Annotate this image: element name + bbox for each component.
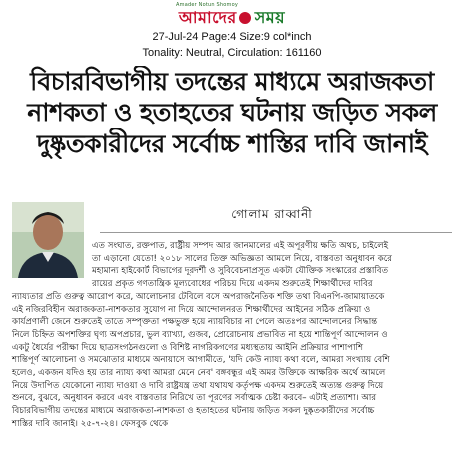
logo-word-1: আমাদের	[178, 7, 237, 27]
clipping-tonality-circulation: Tonality: Neutral, Circulation: 161160	[142, 47, 322, 59]
headline-line-1: বিচারবিভাগীয় তদন্তের মাধ্যমে অরাজকতা	[30, 67, 434, 96]
logo-word-2: সময়	[254, 7, 286, 27]
headline-line-2: নাশকতা ও হতাহতের ঘটনায় জড়িত সকল	[27, 98, 437, 127]
body-line: নিলে চিহ্নিত অপশক্তির ঘৃণ্য অপপ্রচার, ভুল ব্যাখ্যা, গুজব, প্রোরোচনায় প্রভাবিত না হয়ে শান্তিপূর্ণ আন্দোলন ও	[12, 329, 388, 340]
author-byline	[0, 206, 464, 226]
body-line: এত সংঘাত, রক্তপাত, রাষ্ট্রীয় সম্পদ আর জানমালের এই অপূরণীয় ক্ষতি অথচ, চাইলেই	[92, 241, 389, 251]
body-line: তা এড়ানো যেতো! ২০১৮ সালের তিক্ত অভিজ্ঞতা আমলে নিয়ে, বাস্তবতা অনুধাবন করে	[92, 253, 392, 264]
body-line: এই নজিরবিহীন অরাজকতা-নাশকতার সুযোগ না দিয়ে আন্দোলনরত শিক্ষার্থীদের আইনের সঠিক প্রক্রিয়া ও	[12, 304, 371, 315]
body-line: রায়ের প্রকৃত গণতান্ত্রিক মূল্যবোধের পরিচয় দিয়ে একদম শুরুতেই শিক্ষার্থীদের দাবির	[92, 279, 373, 290]
author-name: গোলাম রাব্বানী	[231, 207, 313, 221]
body-line: শান্তিপূর্ণ আলোচনা ও সমঝোতার মাধ্যমে অনায়াসে আগামীতে, 'যদি কেউ ন্যায্য কথা বলে, আমরা সংখ্যায় বেশি	[12, 355, 390, 366]
body-line: কার্যপ্রণালী জেনে শুরুতেই তাতে সম্পৃক্ততা পক্ষভুক্ত হয়ে ন্যায়বিচার না পেলে অতঃপর আন্দোলনের সিদ্ধান্ত	[12, 317, 378, 328]
body-line: বিচারবিভাগীয় তদন্তের মাধ্যমে অরাজকতা-নাশকতা ও হতাহতের ঘটনায় জড়িত সকল দুষ্কৃতকারীদের সর্বোচ্চ	[12, 406, 375, 417]
masthead-tagline: Amader Notun Shomoy	[176, 2, 239, 8]
body-line: নিয়ে উদাপিত যেকোনো ন্যায্য দাওয়া ও দাবি রাষ্ট্রযন্ত্র তথা যথাযথ কর্তৃপক্ষ একদম শুরুতেই অত্যন্ত গুরুত্ব দিয়ে	[12, 380, 384, 391]
article-headline	[12, 66, 452, 159]
newspaper-logo	[167, 8, 297, 28]
article-body	[12, 240, 454, 431]
byline-divider	[100, 232, 452, 233]
clipping-date-page-size: 27-Jul-24 Page:4 Size:9 col*inch	[152, 31, 312, 43]
body-line: ন্যায্যতার প্রতি গুরুত্ব আরোপ করে, আলোচনার টেবিলে বসে অপরাজনৈতিক শক্তি তথা বিএনপি-জামায়াতকে	[12, 291, 385, 302]
headline-line-3: দুষ্কৃতকারীদের সর্বোচ্চ শাস্তির দাবি জানাই	[37, 129, 427, 158]
body-line: শাস্তির দাবি জানাই। ২৫-৭-২৪। ফেসবুক থেকে	[12, 418, 169, 429]
newspaper-masthead	[0, 2, 464, 30]
body-line: একটু ধৈর্যের পরীক্ষা দিয়ে ছাত্রসংগঠনগুলো ও বিশিষ্ট নাগরিকগণের মধ্যস্থতায় আইনি প্রক্রিয়ার পাশাপাশি	[12, 342, 364, 353]
body-line: হলেও, একজন যদিও হয় তার ন্যায্য কথা আমরা মেনে নেব' বঙ্গবন্ধুর এই অমর উক্তিকে আক্ষরিক অর্থে আমলে	[12, 368, 386, 379]
body-line: শুনবে, বুঝবে, অনুধাবন করবে এবং বাস্তবতার নিরিখে তা পূরণের সর্বাত্মক চেষ্টা করবে– এটাই প্রত্যাশা। আর	[12, 393, 377, 404]
body-line: মহামান্য হাইকোর্ট বিভাগের দূরদর্শী ও সুবিবেচনাপ্রসূত একটা যৌক্তিক সংস্কারের প্রস্তাবিত	[92, 266, 389, 277]
logo-badge-icon	[239, 12, 251, 24]
